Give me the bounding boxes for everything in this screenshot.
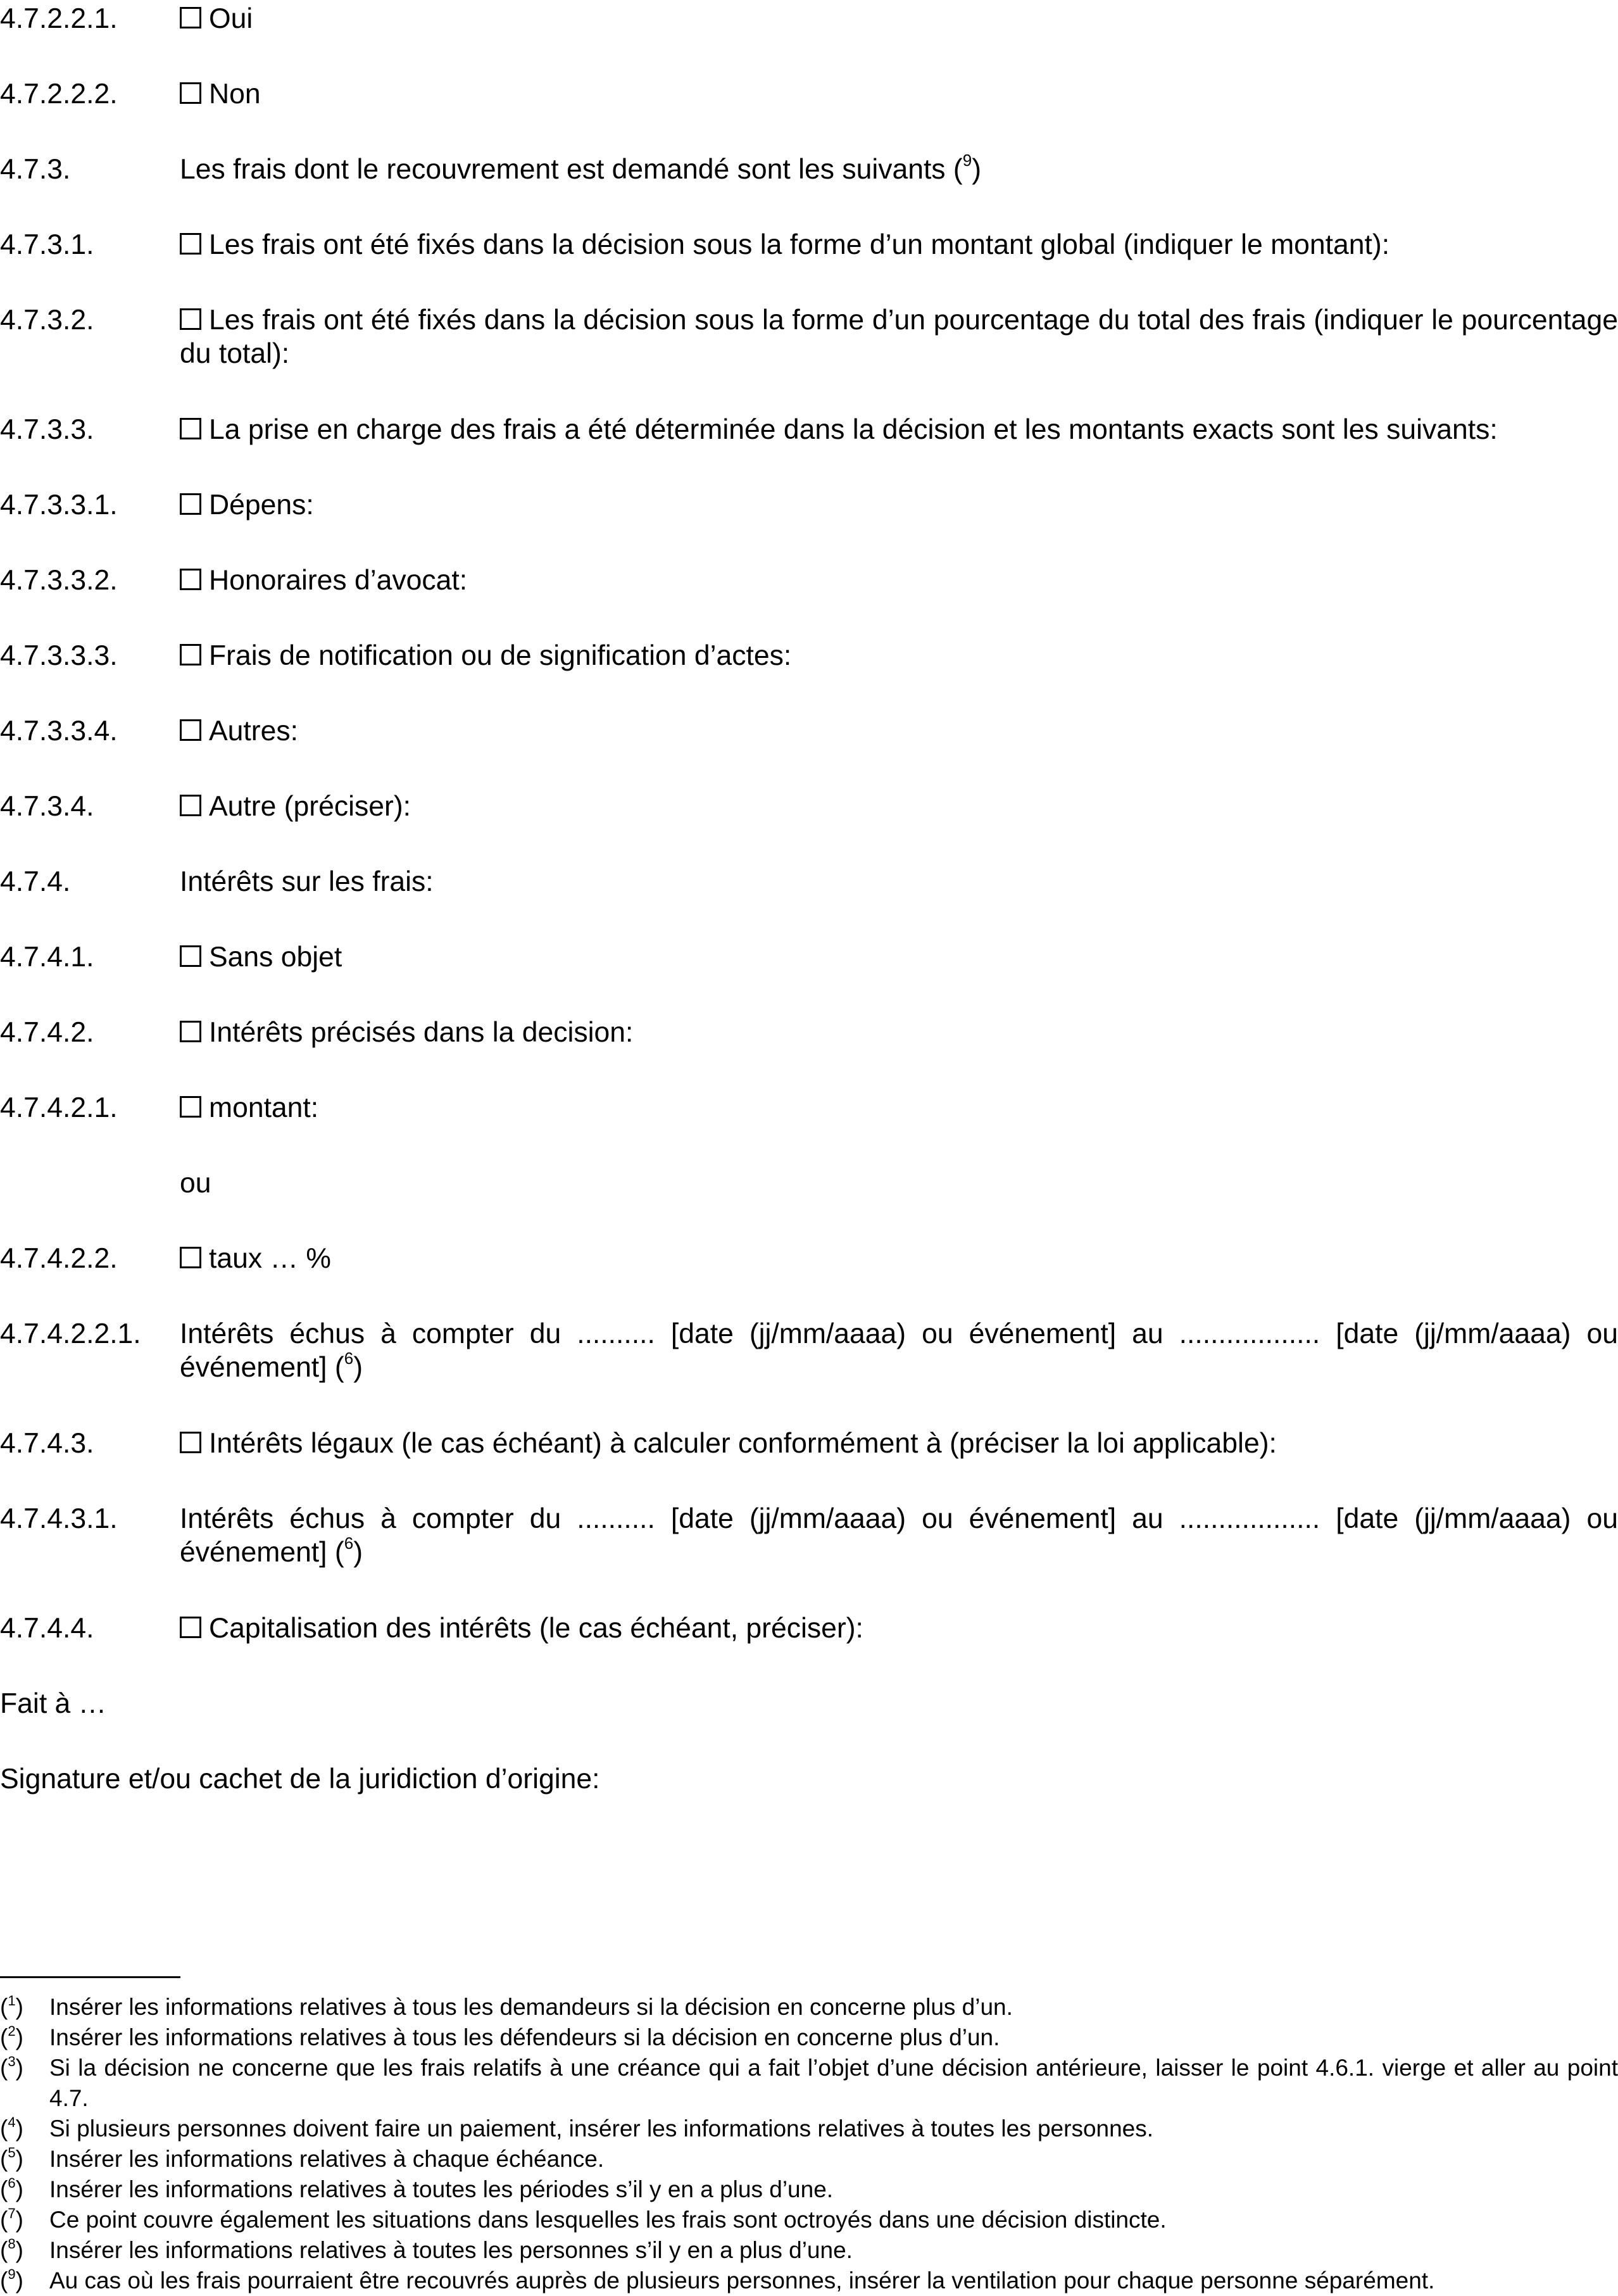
item-number: 4.7.3.3. <box>0 414 94 445</box>
item-number: 4.7.3.3.2. <box>0 565 118 596</box>
item-text: Intérêts échus à compter du .......... [date (jj/mm/aaaa) ou événement] au .................. [date (jj/mm/aaaa) ou événement] ( <box>180 1318 1618 1383</box>
footnote-ref[interactable]: 9 <box>962 151 972 170</box>
checkbox[interactable] <box>180 493 201 515</box>
item-number: 4.7.4.2. <box>0 1017 94 1048</box>
item-text: Intérêts légaux (le cas échéant) à calculer conformément à (préciser la loi applicable): <box>209 1428 1277 1459</box>
item-text: La prise en charge des frais a été déterminée dans la décision et les montants exacts sont les suivants: <box>209 414 1498 445</box>
paren-close: ) <box>972 154 982 185</box>
item-number: 4.7.2.2.2. <box>0 79 118 110</box>
footnote-text: Ce point couvre également les situations dans lesquelles les frais sont octroyés dans une décision distincte. <box>49 2207 1167 2233</box>
footnote-marker: ($^1$) <box>0 1992 23 2020</box>
footnote-marker: ($^3$) <box>0 2053 23 2081</box>
item-text: Sans objet <box>209 942 342 973</box>
item-text: Autres: <box>209 716 298 747</box>
footnote-marker: ($^7$) <box>0 2205 23 2233</box>
item-number: 4.7.3. <box>0 154 71 185</box>
footnote-separator <box>0 1976 180 1978</box>
item-text: Intérêts échus à compter du .......... [date (jj/mm/aaaa) ou événement] au .................. [date (jj/mm/aaaa) ou événement] ( <box>180 1503 1618 1568</box>
checkbox[interactable] <box>180 418 201 439</box>
footnote-text: Insérer les informations relatives à toutes les personnes s’il y en a plus d’une. <box>49 2237 853 2263</box>
item-number: 4.7.2.2.1. <box>0 3 118 34</box>
checkbox[interactable] <box>180 1617 201 1638</box>
footnote-text: Insérer les informations relatives à tous les défendeurs si la décision en concerne plus d’un. <box>49 2024 1000 2050</box>
item-number: 4.7.4.3. <box>0 1428 94 1459</box>
checkbox[interactable] <box>180 644 201 665</box>
item-text: montant: <box>209 1092 319 1123</box>
footnote-text: Si plusieurs personnes doivent faire un paiement, insérer les informations relatives à toutes les personnes. <box>49 2116 1154 2141</box>
checkbox[interactable] <box>180 7 201 28</box>
item-text: Frais de notification ou de signification d’actes: <box>209 640 792 671</box>
item-text: Non <box>209 79 261 110</box>
footnote-marker: ($^9$) <box>0 2266 23 2293</box>
item-number: 4.7.4.2.2. <box>0 1243 118 1274</box>
checkbox[interactable] <box>180 945 201 967</box>
checkbox[interactable] <box>180 308 201 330</box>
item-text: Oui <box>209 3 253 34</box>
item-number: 4.7.3.4. <box>0 791 94 822</box>
footnote-ref[interactable]: 6 <box>344 1349 354 1368</box>
footnote-marker: ($^5$) <box>0 2144 23 2172</box>
item-number: 4.7.4.2.1. <box>0 1092 118 1123</box>
item-text: Capitalisation des intérêts (le cas échéant, préciser): <box>209 1613 863 1644</box>
item-text: Honoraires d’avocat: <box>209 565 468 596</box>
checkbox[interactable] <box>180 795 201 816</box>
checkbox[interactable] <box>180 1021 201 1042</box>
footnote-text: Insérer les informations relatives à chaque échéance. <box>49 2146 605 2172</box>
item-number: 4.7.4.3.1. <box>0 1503 118 1534</box>
footnote-text: Au cas où les frais pourraient être recouvrés auprès de plusieurs personnes, insérer la ventilation pour chaque personne séparément. <box>49 2268 1435 2293</box>
item-text: Les frais ont été fixés dans la décision sous la forme d’un montant global (indiquer le montant): <box>209 229 1390 260</box>
checkbox[interactable] <box>180 1247 201 1268</box>
paren-close: ) <box>353 1352 363 1383</box>
footnote-text: Insérer les informations relatives à tous les demandeurs si la décision en concerne plus d’un. <box>49 1994 1013 2020</box>
footnote-marker: ($^8$) <box>0 2235 23 2263</box>
item-number: 4.7.3.1. <box>0 229 94 260</box>
checkbox[interactable] <box>180 233 201 255</box>
footnote-text: Insérer les informations relatives à toutes les périodes s’il y en a plus d’une. <box>49 2176 834 2202</box>
item-text: Les frais dont le recouvrement est demandé sont les suivants ( <box>180 154 963 185</box>
item-text: Intérêts précisés dans la decision: <box>209 1017 634 1048</box>
item-text: Intérêts sur les frais: <box>180 866 434 897</box>
item-text: Les frais ont été fixés dans la décision sous la forme d’un pourcentage du total des frais (indiquer le pourcentage du total): <box>180 305 1618 369</box>
footnote-marker: ($^4$) <box>0 2114 23 2141</box>
item-text: taux … % <box>209 1243 331 1274</box>
footnote-ref[interactable]: 6 <box>344 1534 354 1553</box>
item-number: 4.7.3.3.3. <box>0 640 118 671</box>
item-text: Autre (préciser): <box>209 791 411 822</box>
item-number: 4.7.3.2. <box>0 305 94 336</box>
item-number: 4.7.4.1. <box>0 942 94 973</box>
checkbox[interactable] <box>180 82 201 104</box>
checkbox[interactable] <box>180 1432 201 1453</box>
checkbox[interactable] <box>180 1096 201 1118</box>
item-text: ou <box>180 1168 211 1199</box>
paren-close: ) <box>353 1537 363 1568</box>
fait-a-line: Fait à … <box>0 1688 107 1719</box>
item-number: 4.7.4.2.2.1. <box>0 1318 141 1349</box>
item-text: Dépens: <box>209 489 314 520</box>
checkbox[interactable] <box>180 719 201 741</box>
checkbox[interactable] <box>180 569 201 590</box>
footnote-marker: ($^6$) <box>0 2174 23 2202</box>
item-number: 4.7.3.3.1. <box>0 489 118 520</box>
item-number: 4.7.3.3.4. <box>0 716 118 747</box>
item-number: 4.7.4.4. <box>0 1613 94 1644</box>
footnote-marker: ($^2$) <box>0 2022 23 2050</box>
signature-line: Signature et/ou cachet de la juridiction d’origine: <box>0 1763 600 1795</box>
item-number: 4.7.4. <box>0 866 71 897</box>
footnote-text: Si la décision ne concerne que les frais relatifs à une créance qui a fait l’objet d’une décision antérieure, laisser le point 4.6.1. vierge et aller au point 4.7. <box>49 2055 1618 2111</box>
